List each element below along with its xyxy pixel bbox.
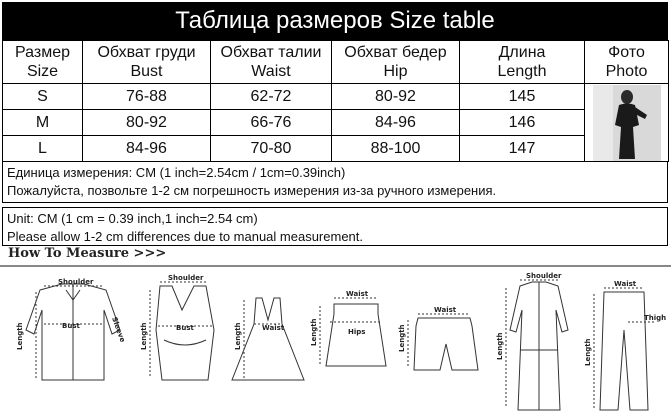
header-size: Размер Size: [3, 41, 83, 84]
label-waist: Waist: [614, 280, 637, 288]
label-length: Length: [310, 318, 318, 346]
header-photo: Фото Photo: [585, 41, 669, 84]
label-waist: Waist: [262, 324, 285, 332]
cell-hip: 84-96: [332, 110, 460, 136]
label-length: Length: [398, 324, 406, 352]
label-length: Length: [16, 322, 24, 350]
table-row: [3, 110, 669, 136]
size-chart: [2, 2, 668, 246]
cell-length: 145: [460, 84, 585, 110]
coat-diagram: [496, 272, 568, 410]
label-hips: Hips: [348, 328, 366, 336]
note-ru-line2: Пожалуйста, позвольте 1-2 см погрешность измерения из-за ручного измерения.: [7, 183, 497, 198]
blouse-diagram: [16, 278, 127, 380]
cell-bust: 84-96: [83, 136, 211, 162]
cell-length: 147: [460, 136, 585, 162]
cell-waist: 62-72: [211, 84, 332, 110]
label-shoulder: Shoulder: [58, 278, 94, 286]
skirt-diagram: [310, 290, 386, 366]
label-bust: Bust: [62, 322, 80, 330]
label-length: Length: [584, 338, 592, 366]
label-waist: Waist: [346, 290, 369, 298]
note-english: [2, 207, 668, 246]
cell-hip: 80-92: [332, 84, 460, 110]
note-en-line1: Unit: CM (1 cm = 0.39 inch,1 inch=2.54 cm): [7, 211, 258, 226]
note-ru-line1: Единица измерения: CM (1 inch=2.54cm / 1cm=0.39inch): [7, 165, 346, 180]
measurement-diagrams: [0, 270, 671, 415]
table-row: [3, 84, 669, 110]
cell-hip: 88-100: [332, 136, 460, 162]
vest-diagram: [140, 274, 214, 380]
header-bust: Обхват груди Bust: [83, 41, 211, 84]
product-photo: [593, 85, 661, 161]
divider: [0, 265, 671, 267]
cell-bust: 80-92: [83, 110, 211, 136]
label-length: Length: [234, 322, 242, 350]
dress-diagram: [232, 298, 304, 380]
size-table: [2, 40, 669, 162]
trousers-diagram: [584, 280, 666, 410]
table-header-row: [3, 41, 669, 84]
cell-length: 146: [460, 110, 585, 136]
label-length: Length: [140, 322, 148, 350]
label-waist: Waist: [434, 306, 457, 314]
cell-bust: 76-88: [83, 84, 211, 110]
shorts-diagram: [398, 306, 478, 370]
cell-waist: 66-76: [211, 110, 332, 136]
label-shoulder: Shoulder: [168, 274, 204, 282]
cell-size: S: [3, 84, 83, 110]
cell-waist: 70-80: [211, 136, 332, 162]
header-hip: Обхват бедер Hip: [332, 41, 460, 84]
how-to-measure-heading: How To Measure >>>: [8, 246, 167, 261]
cell-size: L: [3, 136, 83, 162]
table-row: [3, 136, 669, 162]
header-length: Длина Length: [460, 41, 585, 84]
cell-size: M: [3, 110, 83, 136]
label-length: Length: [496, 332, 504, 360]
label-shoulder: Shoulder: [526, 272, 562, 280]
label-bust: Bust: [176, 324, 194, 332]
note-en-line2: Please allow 1-2 cm differences due to manual measurement.: [7, 229, 364, 244]
label-sleeve: Sleeve: [110, 315, 127, 344]
label-thigh: Thigh: [644, 314, 667, 322]
header-waist: Обхват талии Waist: [211, 41, 332, 84]
photo-cell: [585, 84, 669, 162]
note-russian: [2, 162, 668, 203]
table-title: Таблица размеров Size table: [2, 2, 668, 40]
